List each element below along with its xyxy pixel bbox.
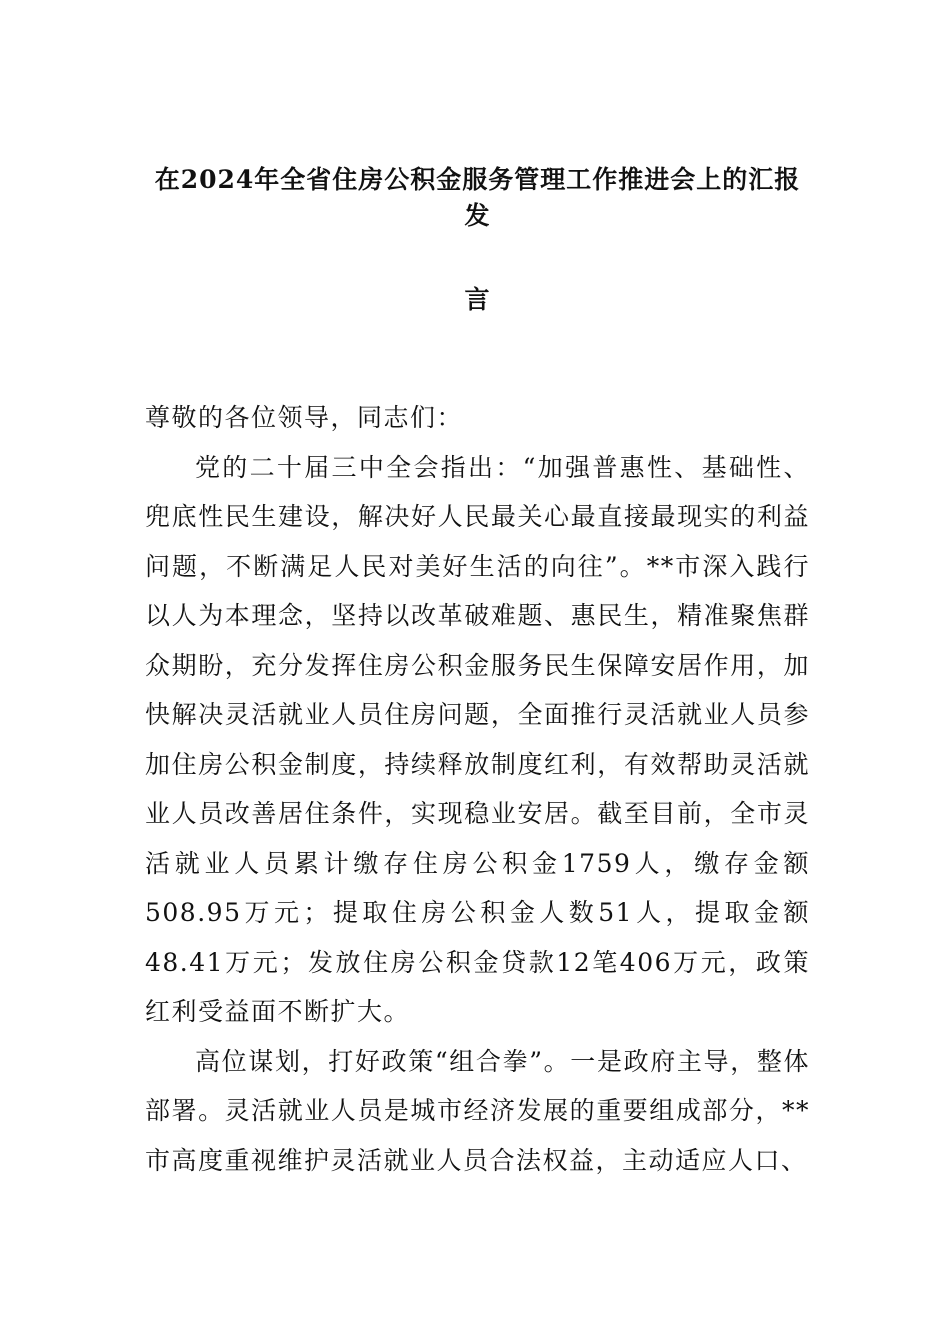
document-title-line-1: 在2024年全省住房公积金服务管理工作推进会上的汇报发 bbox=[154, 165, 801, 230]
salutation: 尊敬的各位领导，同志们： bbox=[145, 403, 464, 432]
paragraph-2: 高位谋划，打好政策“组合拳”。一是政府主导，整体部署。灵活就业人员是城市经济发展的重要组成部分，**市高度重视维护灵活就业人员合法权益，主动适应人口、 bbox=[145, 1046, 810, 1175]
paragraph-1: 党的二十届三中全会指出：“加强普惠性、基础性、兜底性民生建设，解决好人民最关心最直接最现实的利益问题，不断满足人民对美好生活的向往”。**市深入践行以人为本理念，坚持以改革破难题、惠民生，精准聚焦群众期盼，充分发挥住房公积金服务民生保障安居作用，加快解决灵活就业人员住房问题，全面推行灵活就业人员参加住房公积金制度，持续释放制度红利，有效帮助灵活就业人员改善居住条件，实现稳业安居。截至目前，全市灵活就业人员累计缴存住房公积金1759人，缴存金额508.95万元；提取住房公积金人数51人，提取金额48.41万元；发放住房公积金贷款12笔406万元，政策红利受益面不断扩大。 bbox=[145, 452, 810, 1026]
document-body bbox=[145, 393, 810, 1185]
document-title-line-2: 言 bbox=[464, 285, 491, 314]
